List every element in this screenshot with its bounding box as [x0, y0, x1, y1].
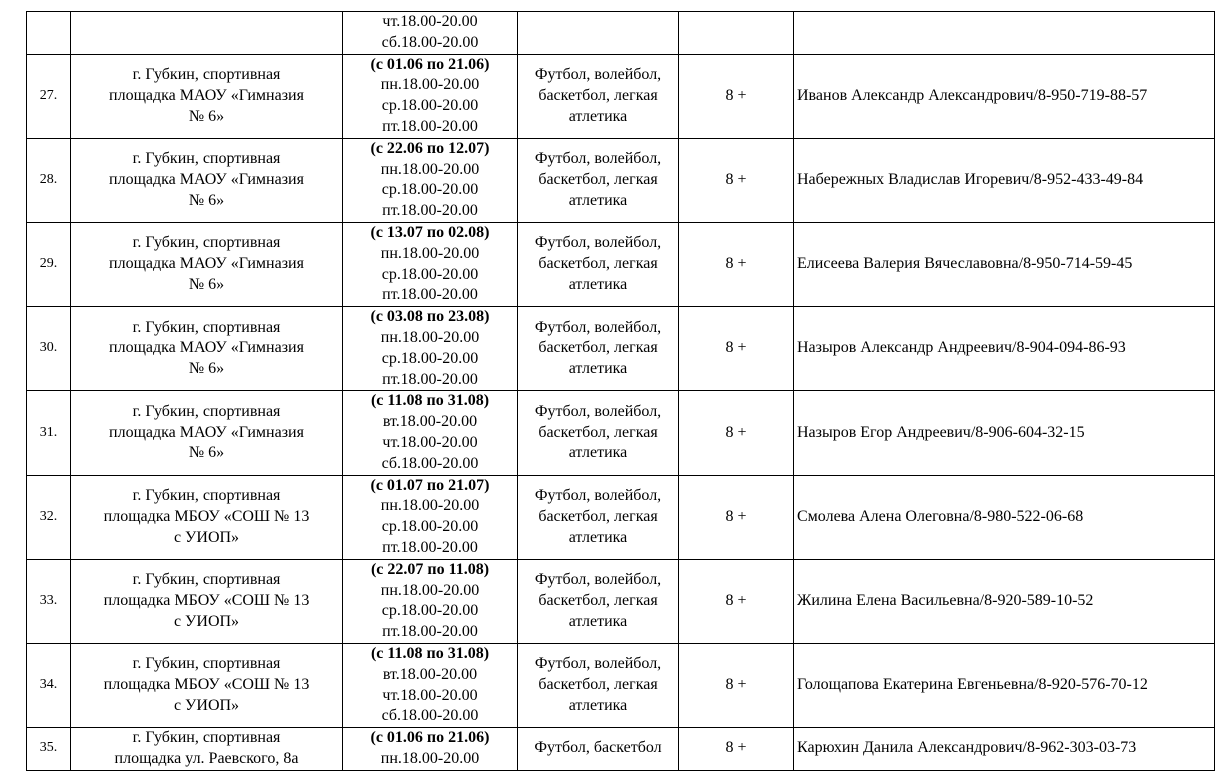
place-line: с УИОП» [173, 612, 240, 630]
schedule-line: чт.18.00-20.00 [382, 433, 478, 451]
table-row [27, 54, 1215, 138]
schedule-line: пт.18.00-20.00 [382, 286, 478, 304]
schedule-line: ср.18.00-20.00 [381, 518, 479, 536]
cell-schedule [343, 54, 518, 138]
cell-schedule [343, 222, 518, 306]
cell-contact: Иванов Александр Александрович/8-950-719-88-57 [794, 54, 1215, 138]
cell-sport [518, 222, 679, 306]
place-line: № 6» [188, 107, 225, 125]
sport-line: атлетика [568, 191, 628, 209]
sport-line: Футбол, волейбол, [534, 571, 662, 589]
cell-sport [518, 54, 679, 138]
sport-line: баскетбол, легкая [538, 339, 658, 357]
date-range: (с 13.07 по 02.08) [370, 223, 490, 241]
place-line: г. Губкин, спортивная [132, 65, 281, 83]
sport-line: атлетика [568, 696, 628, 714]
table-row [27, 475, 1215, 559]
cell-sport [518, 307, 679, 391]
cell-age: 8 + [679, 559, 794, 643]
schedule-line: ср.18.00-20.00 [381, 181, 479, 199]
schedule-line: вт.18.00-20.00 [382, 413, 478, 431]
cell-sport [518, 728, 679, 771]
cell-age: 8 + [679, 728, 794, 771]
table-row-continued [27, 12, 1215, 55]
sport-line: атлетика [568, 275, 628, 293]
cell-schedule [343, 643, 518, 727]
schedule-line: пн.18.00-20.00 [380, 160, 480, 178]
cell-sport [518, 138, 679, 222]
place-line: г. Губкин, спортивная [132, 655, 281, 673]
place-line: г. Губкин, спортивная [132, 318, 281, 336]
date-range: (с 01.07 по 21.07) [370, 476, 490, 494]
sport-line: Футбол, баскетбол [534, 739, 662, 757]
schedule-line: пт.18.00-20.00 [382, 202, 478, 220]
schedule-line: ср.18.00-20.00 [381, 349, 479, 367]
cell-number: 31. [27, 391, 71, 475]
schedule-line: пн.18.00-20.00 [380, 749, 480, 767]
sport-line: баскетбол, легкая [538, 676, 658, 694]
sport-line: Футбол, волейбол, [534, 65, 662, 83]
cell-contact: Карюхин Данила Александрович/8-962-303-03-73 [794, 728, 1215, 771]
sport-line: баскетбол, легкая [538, 423, 658, 441]
cell-schedule [343, 12, 518, 55]
place-line: № 6» [188, 360, 225, 378]
schedule-line: ср.18.00-20.00 [381, 97, 479, 115]
table-row [27, 222, 1215, 306]
cell-sport [518, 12, 679, 55]
place-line: площадка МАОУ «Гимназия [109, 86, 304, 104]
date-range: (с 01.06 по 21.06) [370, 729, 490, 747]
place-line: г. Губкин, спортивная [132, 402, 281, 420]
schedule-line: чт.18.00-20.00 [382, 13, 478, 30]
table-row [27, 138, 1215, 222]
schedule-line: пн.18.00-20.00 [380, 497, 480, 515]
schedule-line: сб.18.00-20.00 [381, 454, 479, 472]
cell-place [71, 728, 343, 771]
cell-contact [794, 12, 1215, 55]
cell-number [27, 12, 71, 55]
sport-line: Футбол, волейбол, [534, 318, 662, 336]
sport-line: атлетика [568, 528, 628, 546]
schedule-line: пт.18.00-20.00 [382, 623, 478, 641]
place-line: г. Губкин, спортивная [132, 486, 281, 504]
cell-contact: Жилина Елена Васильевна/8-920-589-10-52 [794, 559, 1215, 643]
sport-line: баскетбол, легкая [538, 170, 658, 188]
sport-line: атлетика [568, 360, 628, 378]
cell-place [71, 391, 343, 475]
cell-sport [518, 559, 679, 643]
cell-contact: Смолева Алена Олеговна/8-980-522-06-68 [794, 475, 1215, 559]
cell-age [679, 12, 794, 55]
schedule-line: пт.18.00-20.00 [382, 538, 478, 556]
cell-contact: Елисеева Валерия Вячеславовна/8-950-714-59-45 [794, 222, 1215, 306]
sport-line: баскетбол, легкая [538, 255, 658, 273]
cell-number: 30. [27, 307, 71, 391]
sport-line: Футбол, волейбол, [534, 402, 662, 420]
cell-sport [518, 643, 679, 727]
sport-line: баскетбол, легкая [538, 86, 658, 104]
date-range: (с 22.07 по 11.08) [370, 560, 490, 578]
place-line: г. Губкин, спортивная [132, 150, 281, 168]
cell-number: 27. [27, 54, 71, 138]
schedule-line: чт.18.00-20.00 [382, 686, 478, 704]
cell-contact: Назыров Александр Андреевич/8-904-094-86-93 [794, 307, 1215, 391]
cell-age: 8 + [679, 391, 794, 475]
place-line: г. Губкин, спортивная [132, 571, 281, 589]
schedule-line: ср.18.00-20.00 [381, 265, 479, 283]
sport-line: Футбол, волейбол, [534, 486, 662, 504]
sport-line: баскетбол, легкая [538, 507, 658, 525]
cell-place [71, 222, 343, 306]
schedule-line: вт.18.00-20.00 [382, 665, 478, 683]
date-range: (с 03.08 по 23.08) [370, 308, 490, 326]
sport-line: Футбол, волейбол, [534, 655, 662, 673]
place-line: № 6» [188, 275, 225, 293]
cell-age: 8 + [679, 138, 794, 222]
cell-number: 34. [27, 643, 71, 727]
cell-place [71, 138, 343, 222]
schedule-line: пн.18.00-20.00 [380, 76, 480, 94]
date-range: (с 01.06 по 21.06) [370, 55, 490, 73]
table-row [27, 391, 1215, 475]
table-row [27, 559, 1215, 643]
cell-place [71, 643, 343, 727]
table-row [27, 643, 1215, 727]
cell-place [71, 475, 343, 559]
date-range: (с 22.06 по 12.07) [370, 139, 490, 157]
cell-age: 8 + [679, 222, 794, 306]
cell-sport [518, 391, 679, 475]
cell-schedule [343, 559, 518, 643]
place-line: площадка МАОУ «Гимназия [109, 339, 304, 357]
cell-contact: Голощапова Екатерина Евгеньевна/8-920-576-70-12 [794, 643, 1215, 727]
cell-number: 33. [27, 559, 71, 643]
schedule-line: сб.18.00-20.00 [381, 707, 479, 725]
cell-place [71, 559, 343, 643]
cell-place [71, 12, 343, 55]
place-line: площадка МАОУ «Гимназия [109, 170, 304, 188]
cell-schedule [343, 391, 518, 475]
place-line: площадка МАОУ «Гимназия [109, 423, 304, 441]
date-range: (с 11.08 по 31.08) [370, 392, 490, 410]
schedule-line: пн.18.00-20.00 [380, 581, 480, 599]
sport-line: атлетика [568, 612, 628, 630]
table-body [27, 12, 1215, 771]
cell-schedule [343, 138, 518, 222]
place-line: г. Губкин, спортивная [132, 729, 281, 747]
schedule-line: пт.18.00-20.00 [382, 117, 478, 135]
table-row [27, 307, 1215, 391]
cell-schedule [343, 728, 518, 771]
cell-age: 8 + [679, 307, 794, 391]
cell-age: 8 + [679, 475, 794, 559]
place-line: № 6» [188, 191, 225, 209]
place-line: площадка МБОУ «СОШ № 13 [103, 676, 310, 694]
sport-line: Футбол, волейбол, [534, 234, 662, 252]
place-line: площадка МБОУ «СОШ № 13 [103, 591, 310, 609]
schedule-line: сб.18.00-20.00 [381, 33, 479, 51]
place-line: г. Губкин, спортивная [132, 234, 281, 252]
place-line: с УИОП» [173, 696, 240, 714]
place-line: № 6» [188, 444, 225, 462]
cell-number: 29. [27, 222, 71, 306]
place-line: площадка МАОУ «Гимназия [109, 255, 304, 273]
schedule-line: пн.18.00-20.00 [380, 244, 480, 262]
cell-schedule [343, 307, 518, 391]
schedule-table [26, 11, 1215, 771]
cell-contact: Назыров Егор Андреевич/8-906-604-32-15 [794, 391, 1215, 475]
cell-number: 35. [27, 728, 71, 771]
schedule-line: пт.18.00-20.00 [382, 370, 478, 388]
cell-place [71, 54, 343, 138]
date-range: (с 11.08 по 31.08) [370, 644, 490, 662]
cell-schedule [343, 475, 518, 559]
sport-line: атлетика [568, 107, 628, 125]
sport-line: баскетбол, легкая [538, 591, 658, 609]
cell-age: 8 + [679, 643, 794, 727]
table-row [27, 728, 1215, 771]
cell-contact: Набережных Владислав Игоревич/8-952-433-49-84 [794, 138, 1215, 222]
schedule-line: пн.18.00-20.00 [380, 328, 480, 346]
cell-number: 28. [27, 138, 71, 222]
cell-place [71, 307, 343, 391]
cell-age: 8 + [679, 54, 794, 138]
sport-line: Футбол, волейбол, [534, 150, 662, 168]
sport-line: атлетика [568, 444, 628, 462]
cell-sport [518, 475, 679, 559]
cell-number: 32. [27, 475, 71, 559]
place-line: площадка ул. Раевского, 8а [114, 749, 299, 767]
place-line: площадка МБОУ «СОШ № 13 [103, 507, 310, 525]
place-line: с УИОП» [173, 528, 240, 546]
schedule-line: ср.18.00-20.00 [381, 602, 479, 620]
